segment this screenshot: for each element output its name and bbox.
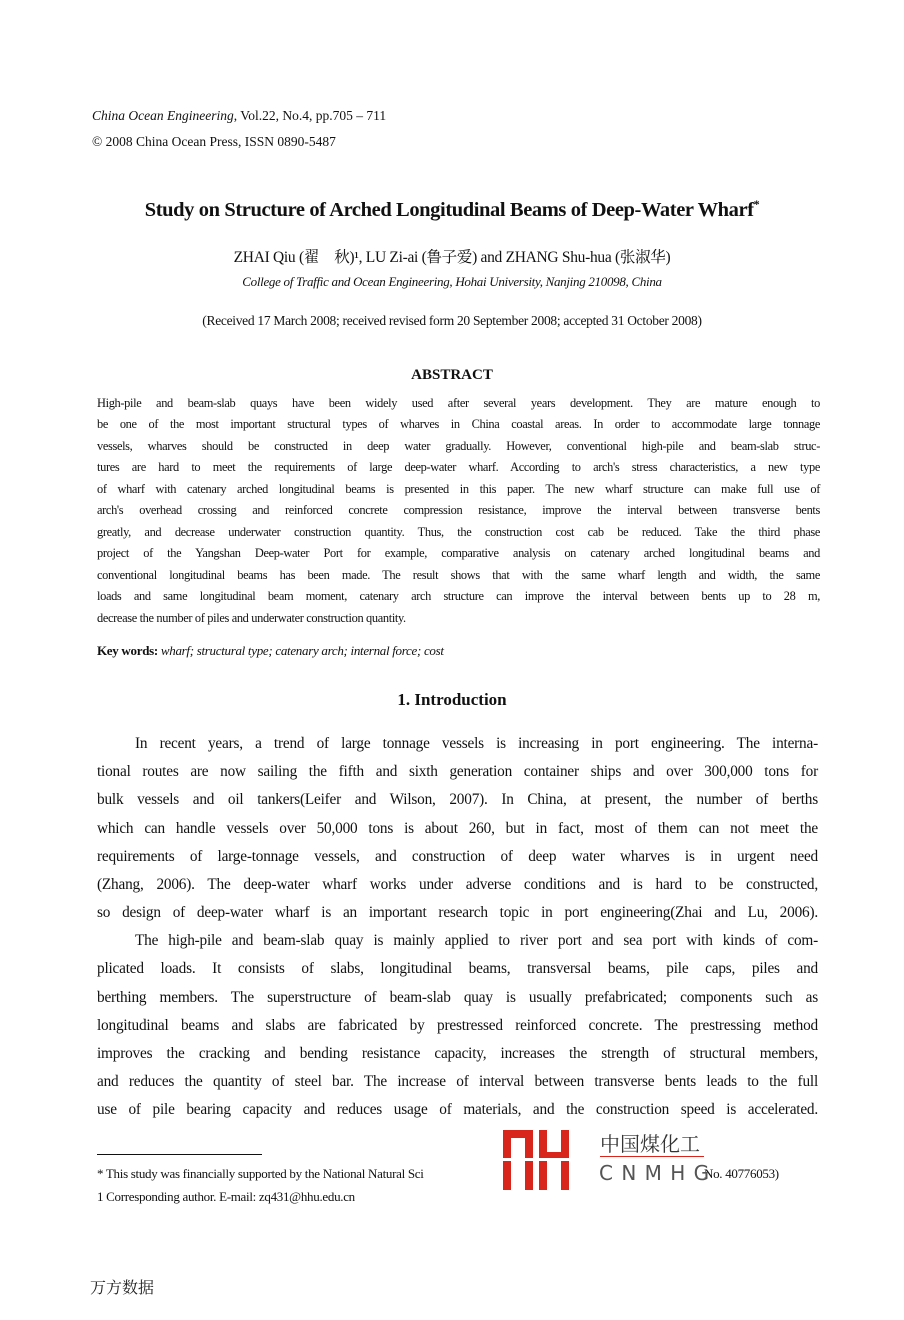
title-footnote-mark: * [753, 197, 760, 211]
body-line: plicated loads. It consists of slabs, longitudinal beams, transversal beams, pile caps, piles and [97, 960, 818, 977]
abstract-line: tures are hard to meet the requirements of large deep-water wharf. According to arch's stress characteristics, a new type [97, 460, 820, 474]
watermark-en: C N M H G [599, 1161, 711, 1185]
body-line: berthing members. The superstructure of beam-slab quay is usually prefabricated; components such as [97, 989, 818, 1006]
citation: , Vol.22, No.4, pp.705 – 711 [233, 108, 387, 123]
authors: ZHAI Qiu (翟 秋)¹, LU Zi-ai (鲁子爱) and ZHANG Shu-hua (张淑华) [233, 249, 671, 266]
body-line: requirements of large-tonnage vessels, and construction of deep water wharves is in urgent need [97, 848, 818, 865]
title-text: Study on Structure of Arched Longitudinal Beams of Deep-Water Wharf [144, 198, 754, 221]
footnote-corresponding: 1 Corresponding author. E-mail: zq431@hhu.edu.cn [97, 1189, 355, 1204]
received-dates: (Received 17 March 2008; received revised form 20 September 2008; accepted 31 October 2008) [202, 313, 702, 328]
source-label: 万方数据 [90, 1278, 155, 1297]
abstract-line: loads and same longitudinal beam moment, catenary arch structure can improve the interval between bents up to 28 m, [97, 589, 820, 603]
keywords-terms: wharf; structural type; catenary arch; internal force; cost [160, 643, 444, 658]
abstract-line: of wharf with catenary arched longitudinal beams is presented in this paper. The new wharf structure can make full use of [97, 482, 820, 496]
body-line: In recent years, a trend of large tonnage vessels is increasing in port engineering. The interna- [135, 735, 818, 752]
journal-name: China Ocean Engineering [92, 108, 234, 123]
abstract-line: High-pile and beam-slab quays have been widely used after several years development. They are mature enough to [97, 396, 820, 410]
affiliation: College of Traffic and Ocean Engineering, Hohai University, Nanjing 210098, China [242, 274, 662, 289]
keywords-label: Key words: [97, 643, 158, 658]
keywords [97, 643, 444, 659]
body-line: improves the cracking and bending resistance capacity, increases the strength of structural members, [97, 1045, 818, 1062]
footnote-divider [97, 1154, 262, 1155]
body-line: bulk vessels and oil tankers(Leifer and Wilson, 2007). In China, at present, the number of berths [97, 791, 818, 808]
body-line: tional routes are now sailing the fifth and sixth generation container ships and over 300,000 tons for [97, 763, 818, 780]
abstract-heading: ABSTRACT [411, 367, 493, 383]
body-line: and reduces the quantity of steel bar. The increase of interval between transverse bents leads to the full [97, 1073, 818, 1090]
watermark-rule [600, 1156, 704, 1157]
abstract-line: decrease the number of piles and underwater construction quantity. [97, 611, 406, 625]
body-line: use of pile bearing capacity and reduces usage of materials, and the construction speed is accelerated. [97, 1101, 818, 1118]
abstract-line: arch's overhead crossing and reinforced concrete compression resistance, improve the interval between transverse bents [97, 503, 820, 517]
section-heading: 1. Introduction [397, 690, 507, 709]
copyright: © 2008 China Ocean Press, ISSN 0890-5487 [92, 134, 336, 149]
footnote-funding: * This study was financially supported by the National Natural Sci [97, 1166, 424, 1181]
paper-title [0, 197, 904, 222]
abstract-line: be one of the most important structural types of wharves in China coastal areas. In order to accommodate large tonnage [97, 417, 820, 431]
body-line: which can handle vessels over 50,000 tons is about 260, but in fact, most of them can not meet the [97, 820, 818, 837]
abstract-line: conventional longitudinal beams has been made. The result shows that with the same wharf length and width, the same [97, 568, 820, 582]
footnote-funding-end: No. 40776053) [704, 1166, 779, 1181]
abstract-line: project of the Yangshan Deep-water Port for example, comparative analysis on catenary arched longitudinal beams and [97, 546, 820, 560]
abstract-line: greatly, and decrease underwater construction quantity. Thus, the construction cost cab be reduced. Take the third phase [97, 525, 820, 539]
watermark-cn: 中国煤化工 [600, 1132, 700, 1156]
abstract-line: vessels, wharves should be constructed in deep water gradually. However, conventional high-pile and beam-slab struc- [97, 439, 820, 453]
body-line: so design of deep-water wharf is an important research topic in port engineering(Zhai and Lu, 2006). [97, 904, 818, 921]
journal-citation [92, 108, 386, 124]
body-line: longitudinal beams and slabs are fabricated by prestressed reinforced concrete. The prestressing method [97, 1017, 818, 1034]
body-line: (Zhang, 2006). The deep-water wharf works under adverse conditions and is hard to be constructed, [97, 876, 818, 893]
body-line: The high-pile and beam-slab quay is mainly applied to river port and sea port with kinds of com- [135, 932, 818, 949]
cnmhg-logo-icon [503, 1130, 569, 1190]
